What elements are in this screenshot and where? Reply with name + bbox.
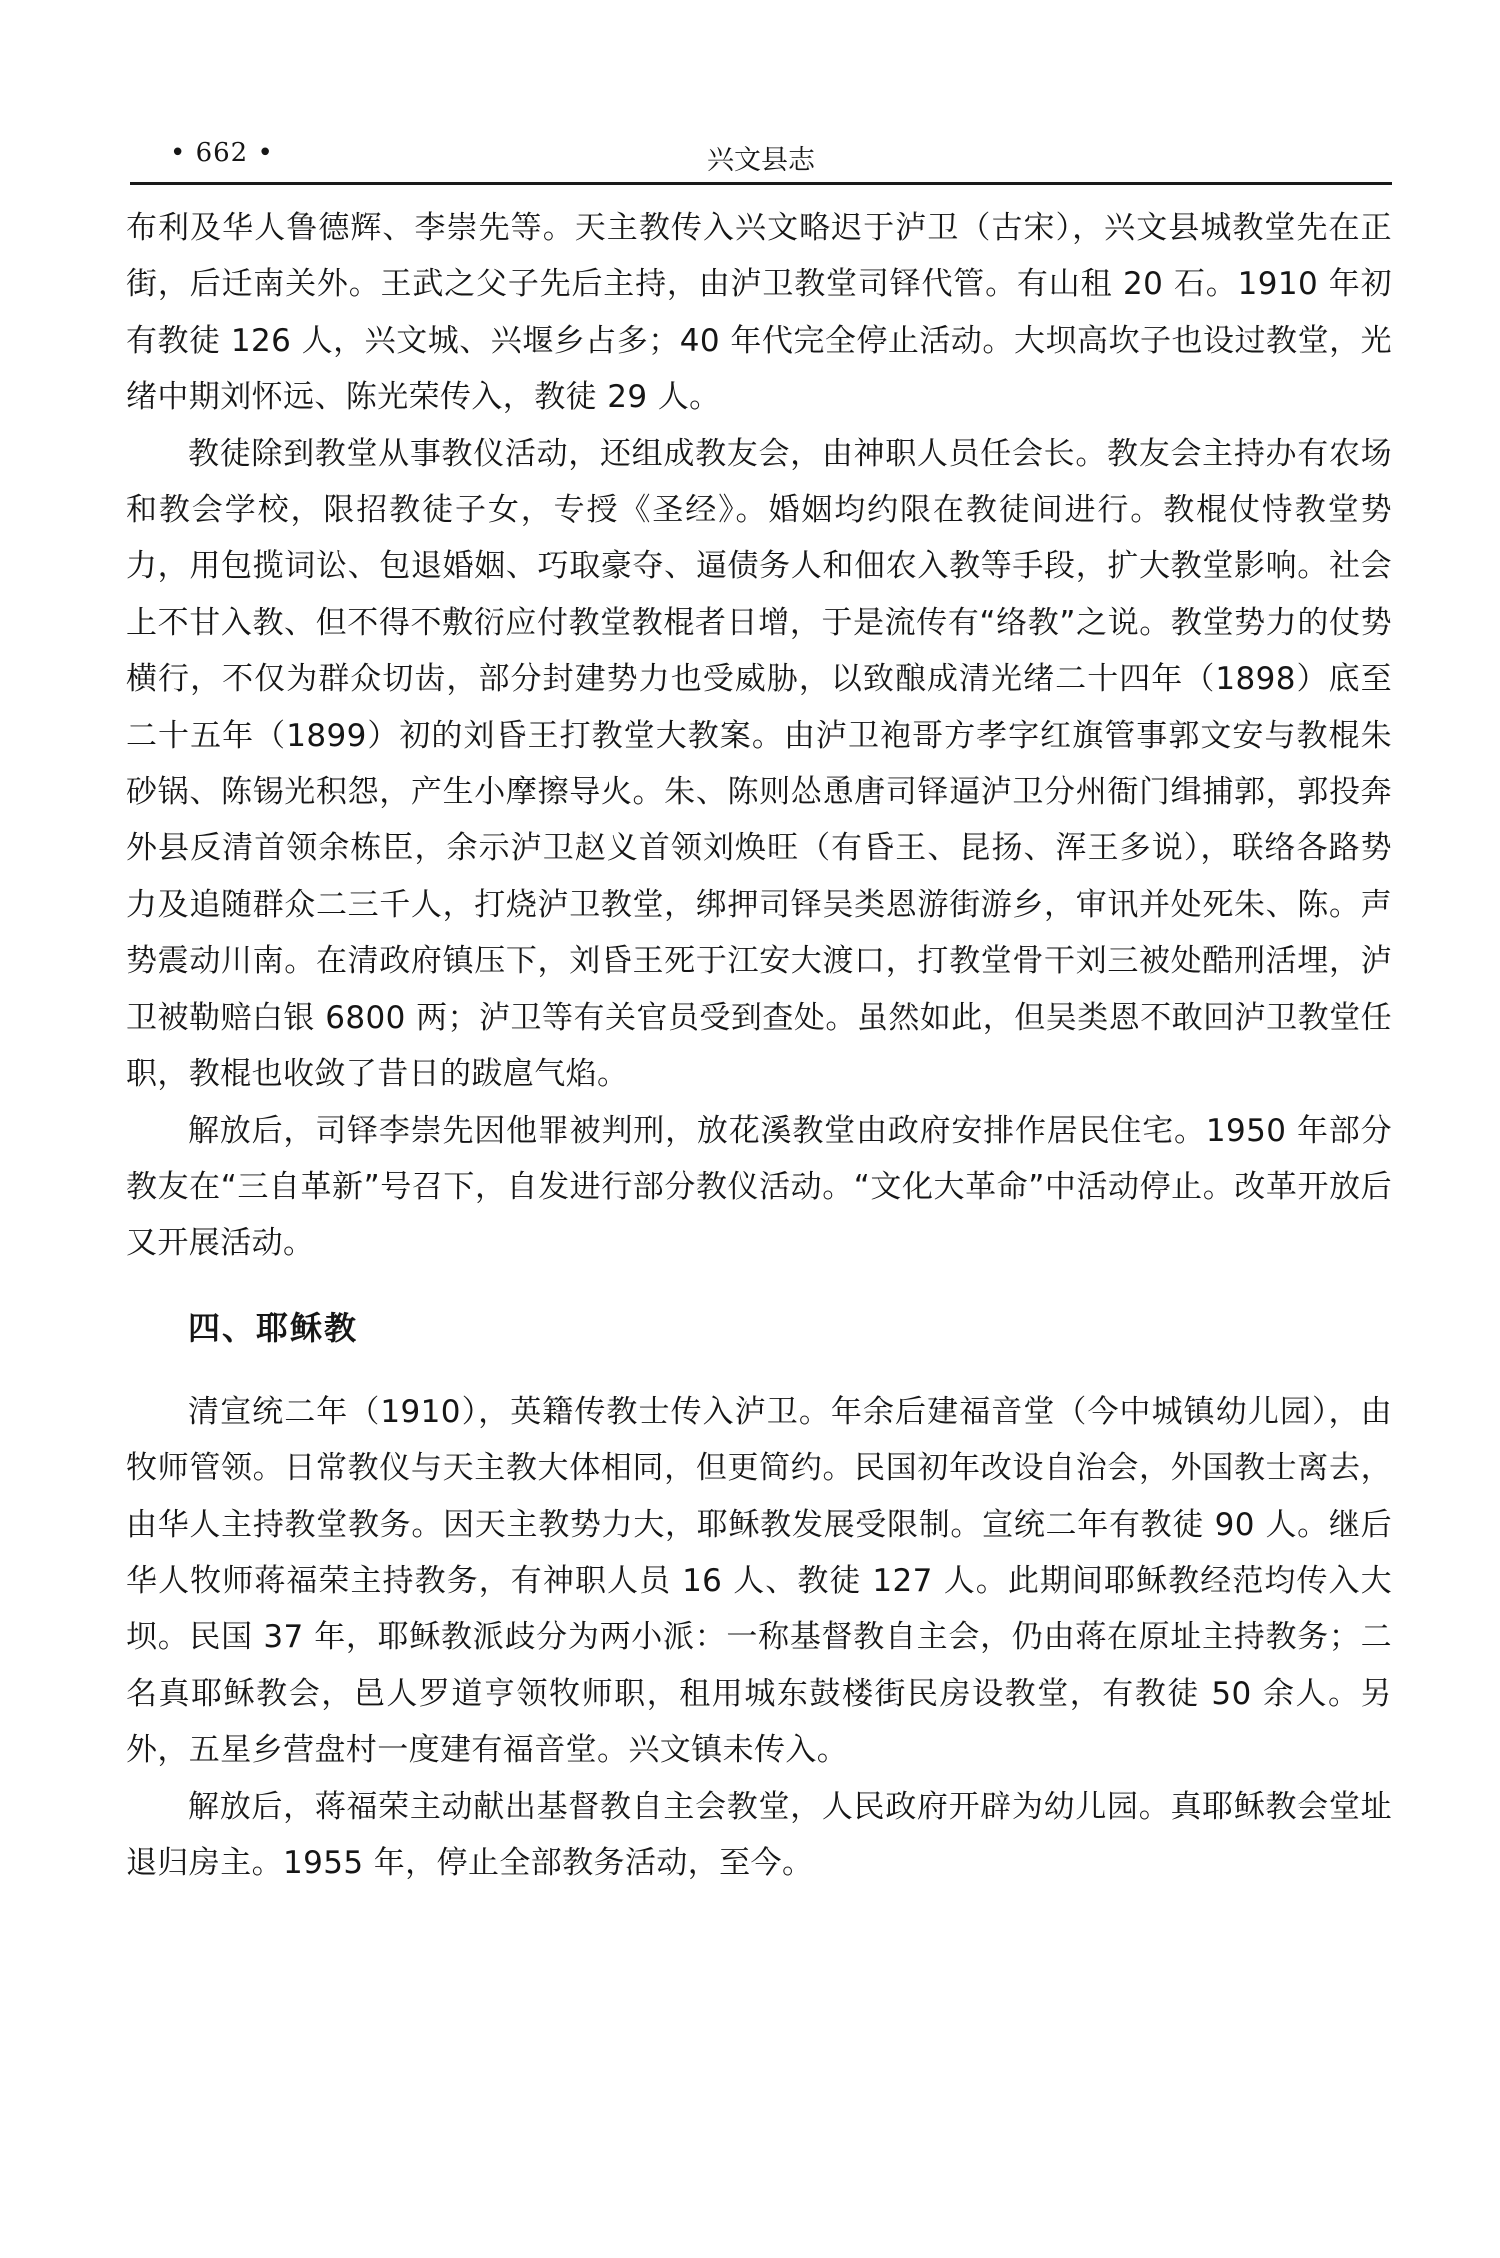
- paragraph-protestant-after-liberation: 解放后，蒋福荣主动献出基督教自主会教堂，人民政府开辟为幼儿园。真耶稣教会堂址退归房主。1955 年，停止全部教务活动，至今。: [126, 1788, 1392, 1881]
- page-header: [130, 132, 1392, 178]
- paragraph-protestant-history: 清宣统二年（1910），英籍传教士传入泸卫。年余后建福音堂（今中城镇幼儿园），由牧师管领。日常教仪与天主教大体相同，但更简约。民国初年改设自治会，外国教士离去，由华人主持教堂教务。因天主教势力大，耶稣教发展受限制。宣统二年有教徒 90 人。继后华人牧师蒋福荣主持教务，有神职人员 16 人、教徒 127 人。此期间耶稣教经范均传入大坝。民国 37 年，耶稣教派歧分为两小派：一称基督教自主会，仍由蒋在原址主持教务；二名真耶稣教会，邑人罗道亨领牧师职，租用城东鼓楼街民房设教堂，有教徒 50 余人。另外，五星乡营盘村一度建有福音堂。兴文镇未传入。: [126, 1393, 1392, 1769]
- running-title: 兴文县志: [707, 145, 815, 176]
- paragraph-catholic-after-liberation: 解放后，司铎李崇先因他罪被判刑，放花溪教堂由政府安排作居民住宅。1950 年部分教友在“三自革新”号召下，自发进行部分教仪活动。“文化大革命”中活动停止。改革开放后又开展活动。: [126, 1112, 1392, 1262]
- body-text: [126, 200, 1392, 1891]
- page-number: • 662 •: [170, 138, 274, 168]
- section-heading-protestantism: 四、耶稣教: [188, 1308, 359, 1347]
- header-rule: [130, 182, 1392, 185]
- paragraph-catholic-society: 教徒除到教堂从事教仪活动，还组成教友会，由神职人员任会长。教友会主持办有农场和教会学校，限招教徒子女，专授《圣经》。婚姻均约限在教徒间进行。教棍仗恃教堂势力，用包揽词讼、包退婚姻、巧取豪夺、逼债务人和佃农入教等手段，扩大教堂影响。社会上不甘入教、但不得不敷衍应付教堂教棍者日增，于是流传有“络教”之说。教堂势力的仗势横行，不仅为群众切齿，部分封建势力也受威胁，以致酿成清光绪二十四年（1898）底至二十五年（1899）初的刘昏王打教堂大教案。由泸卫袍哥方孝字红旗管事郭文安与教棍朱砂锅、陈锡光积怨，产生小摩擦导火。朱、陈则怂恿唐司铎逼泸卫分州衙门缉捕郭，郭投奔外县反清首领余栋臣，余示泸卫赵义首领刘焕旺（有昏王、昆扬、浑王多说），联络各路势力及追随群众二三千人，打烧泸卫教堂，绑押司铎吴类恩游街游乡，审讯并处死朱、陈。声势震动川南。在清政府镇压下，刘昏王死于江安大渡口，打教堂骨干刘三被处酷刑活埋，泸卫被勒赔白银 6800 两；泸卫等有关官员受到查处。虽然如此，但吴类恩不敢回泸卫教堂任职，教棍也收敛了昔日的跋扈气焰。: [126, 435, 1392, 1093]
- paragraph-catholic-continued: 布利及华人鲁德辉、李崇先等。天主教传入兴文略迟于泸卫（古宋），兴文县城教堂先在正街，后迁南关外。王武之父子先后主持，由泸卫教堂司铎代管。有山租 20 石。1910 年初有教徒 126 人，兴文城、兴堰乡占多；40 年代完全停止活动。大坝高坎子也设过教堂，光绪中期刘怀远、陈光荣传入，教徒 29 人。: [126, 210, 1392, 416]
